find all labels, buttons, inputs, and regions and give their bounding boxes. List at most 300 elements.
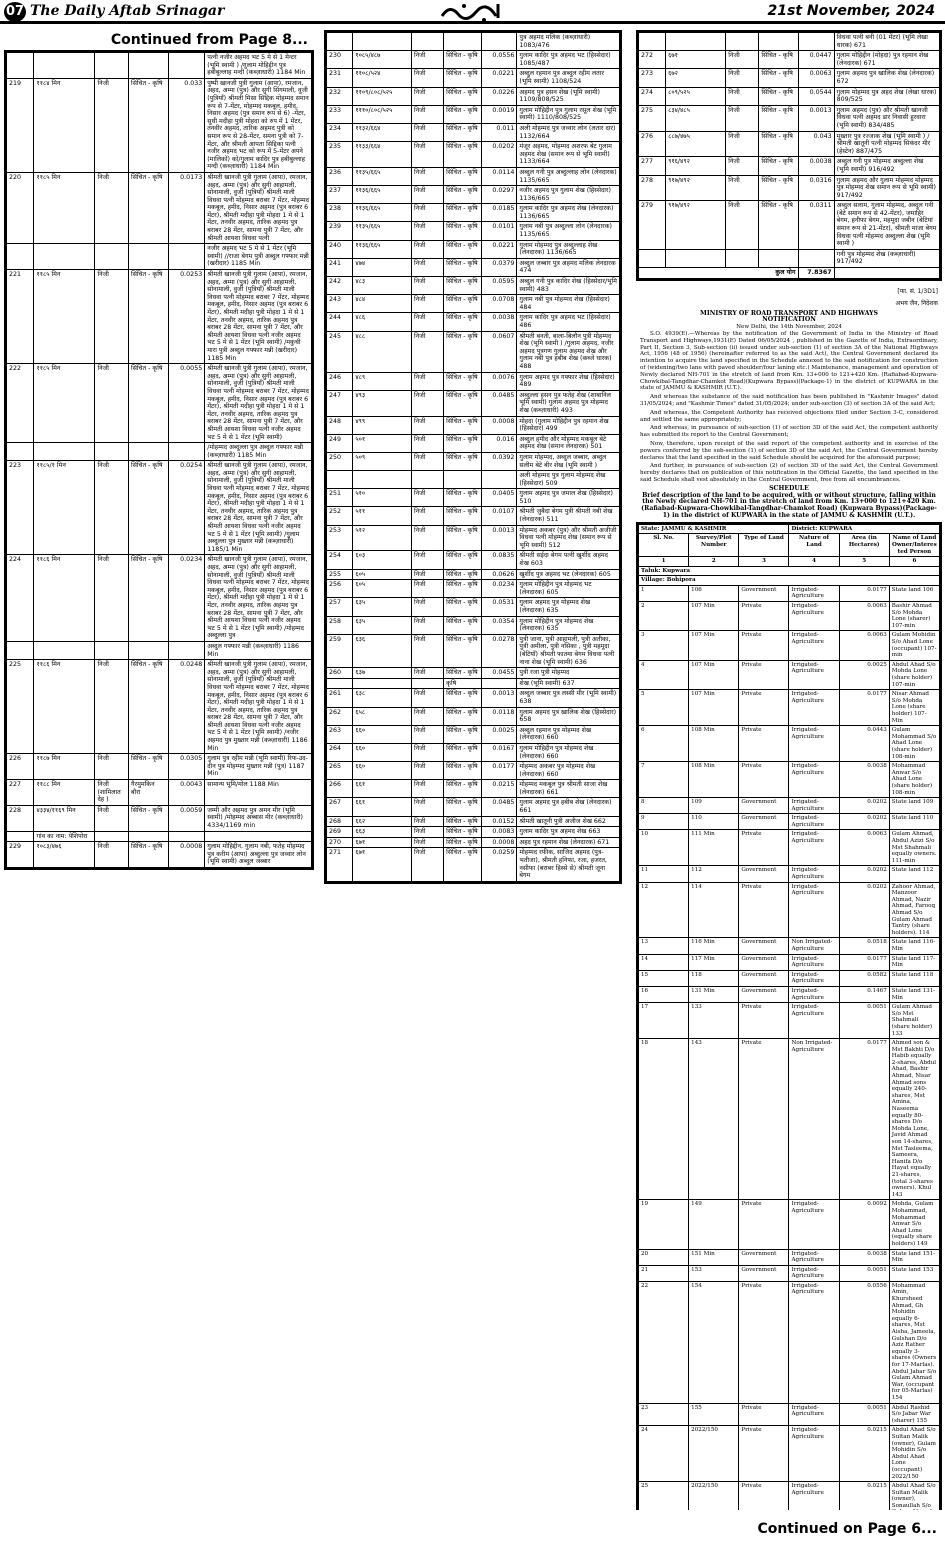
cell-owner: अब्दुल जब्बार पुत्र लस्सी मीर (भूमि स्वामी) 638 (517, 689, 620, 707)
cell-na: Irrigated-Agriculture (789, 970, 839, 986)
cell-no: 253 (327, 525, 353, 551)
cell-khasra: ६६१ (353, 780, 412, 798)
cell-kind: सिंचित - कृषि (444, 452, 482, 470)
table-row (639, 33, 940, 51)
cell-no: 21 (639, 1265, 689, 1281)
cell-khasra: ६०३ (353, 551, 412, 569)
table-row (327, 204, 620, 222)
cell-type: निजी (95, 805, 129, 831)
cell-sv: 154 (689, 1281, 739, 1403)
cell-area: 0.0167 (482, 743, 517, 761)
cell-area: 0.0013 (482, 525, 517, 551)
table-row (7, 555, 312, 642)
cell-owner: नजीर अहमद भट 5 मे से 1 मेंटर (भूमि स्वामी) //राजा बेगम पुत्री अब्दुल गफ्फार मन्नी (खरीदार) 1185 Min (205, 244, 312, 270)
cell-ar: 0.0582 (839, 970, 889, 986)
cell-ty: Private (739, 1200, 789, 1249)
cell-no: 1 (639, 585, 689, 601)
cell-no: 273 (639, 69, 666, 87)
cell-owner: गनी पुत्र मोहम्मद शेख (कब्ज़ाधारी) 917/492 (834, 249, 939, 267)
cell-area: 0.0531 (482, 598, 517, 616)
cell-type: निजी (726, 157, 759, 175)
cell-no: 240 (327, 240, 353, 258)
cell-khasra: ४९९ (353, 416, 412, 434)
cell-owner: श्रीमती खानजी पुत्री गुलाम (आपा), रमजान, अहद, अम्मा (पुत्र) और सुगी आहामली, सोनामाली, वुजी (पुत्रियाँ) श्रीमती माली विधवा पत्नी मोहम्मद बराबर 7 मेंटर, मोहम्मद मकबूल, हमीद, निसार अहमद (पुत्र बराबर 6 मेंटर), श्रीमती मदीहा पुत्री मोहदा 1 मे से 1 मेंटर, तनवीर अहमद, तारिक अहमद पुत्र बराबर 28 मेंटर, सामना पुत्री 7 मेंटर, और श्रीमती आयशा विधवा पत्नी नजीर अहमद भट 5 मे से 1 मेंटर (भूमि स्वामी) (205, 364, 312, 443)
cell-no: 230 (327, 51, 353, 69)
cell-type (95, 831, 129, 842)
cell-ow: Bashir Ahmad S/o Mohda Lone (sharer) 107-min (889, 602, 939, 631)
cell-sv: 108 Min (689, 726, 739, 762)
cell-ty: Private (739, 1403, 789, 1426)
cell-ow: Nisar Ahmad S/o Mohda Lone (share holder) 107-Min (889, 690, 939, 726)
table-row (639, 51, 940, 69)
cell-type: निजी (411, 204, 443, 222)
cell-ty: Private (739, 1039, 789, 1200)
cell-khasra: ६७१ (353, 848, 412, 881)
cell-type: निजी (411, 167, 443, 185)
cell-kind: सिंचित - कृषि (444, 390, 482, 416)
land-table-right (638, 32, 940, 279)
cell-area: 0.0221 (482, 69, 517, 87)
cell-kind: कृषि (444, 678, 482, 689)
cell-area (482, 471, 517, 489)
cell-area: 0.0447 (798, 51, 834, 69)
cell-type: निजी (411, 848, 443, 881)
cell-khasra (353, 471, 412, 489)
cell-owner: श्रीमती खानजी पुत्री गुलाम (आपा), रमजान, अहद, अम्मा (पुत्र) और सुगी आहामली, सोनामाली, वुजी (पुत्रियाँ) श्रीमती माली विधवा पत्नी मोहम्मद बराबर 7 मेंटर, मोहम्मद मकबूल, हमीद, निसार अहमद (पुत्र बराबर 6 मेंटर), श्रीमती मदीहा पुत्री मोहदा 1 मे से 1 मेंटर, तनवीर अहमद, तारिक अहमद पुत्र बराबर 28 मेंटर, सामना पुत्री 7 मेंटर, और श्रीमती आयशा विधवा पत्नी (205, 172, 312, 243)
cell-ow: State land 117-Min (889, 954, 939, 970)
cell-type: निजी (411, 105, 443, 123)
table-row (639, 249, 940, 267)
column-number: 6 (889, 557, 939, 567)
cell-no: 229 (7, 842, 34, 868)
cell-khasra: ८३४/४८५ (666, 105, 726, 131)
cell-no: 232 (327, 87, 353, 105)
notification-date: New Delhi, the 14th November, 2024 (736, 324, 842, 331)
table-row (327, 186, 620, 204)
cell-na: Irrigated-Agriculture (789, 830, 839, 866)
cell-no: 252 (327, 507, 353, 525)
cell-no: 243 (327, 295, 353, 313)
cell-no (327, 678, 353, 689)
cell-khasra: ४८९ (353, 372, 412, 390)
cell-owner: /मोहम्मद अब्दुल्ला पुत्र अब्दुल गफ्फार मन्नी (कब्ज़ाधारी) 1185 Min (205, 443, 312, 461)
cell-owner: गुलाम मोहिद्दीन पुत्र मोहम्मद शेख (लेनदारक) 635 (517, 616, 620, 634)
cell-kind: सिंचित - कृषि (444, 827, 482, 838)
cell-area: 0.016 (482, 434, 517, 452)
cell-khasra: ६०५ (353, 580, 412, 598)
ministry-name: MINISTRY OF ROAD TRANSPORT AND HIGHWAYS (700, 309, 878, 317)
notification-title: NOTIFICATION (762, 316, 816, 324)
cell-area (168, 831, 205, 842)
cell-ty: Private (739, 1426, 789, 1482)
signatory: अभय जैन, निदेशक (895, 299, 938, 307)
cell-kind: सिंचित - कृषि (444, 416, 482, 434)
cell-type: निजी (411, 798, 443, 816)
cell-type: निजी (411, 707, 443, 725)
cell-khasra: ११०९/८०८/५२५ (353, 87, 412, 105)
cell-no: 224 (7, 555, 34, 642)
cell-area: 0.0013 (798, 105, 834, 131)
cell-owner: अब्दुल रहमान पुत्र अब्दुल रहीम लतार (भूमि स्वामी) 1108/524 (517, 69, 620, 87)
cell-no: 219 (7, 78, 34, 172)
cell-area: 0.0234 (482, 580, 517, 598)
cell-kind: सिंचित - कृषि (444, 525, 482, 551)
cell-kind: सिंचित - कृषि (128, 805, 168, 831)
cell-owner: गुलाम अहमद पुत्र खालिक शेख (लेनदारक) 672 (834, 69, 939, 87)
cell-ow: State land 116-Min (889, 938, 939, 954)
cell-khasra: ९१७/४९२ (666, 175, 726, 201)
table-row (639, 866, 940, 882)
cell-area: 0.0607 (482, 331, 517, 372)
cell-owner: गुलाम अहमद पुत्र जमाल शेख (हिस्सेदार) 510 (517, 489, 620, 507)
total-label: कुल योग (639, 268, 799, 279)
cell-area: 0.0107 (482, 507, 517, 525)
cell-type: निजी (95, 78, 129, 172)
table-row (639, 1039, 940, 1200)
cell-na: Non Irrigated-Agriculture (789, 938, 839, 954)
district-label: District: KUPWARA (789, 524, 940, 534)
cell-no: 14 (639, 954, 689, 970)
cell-area: 0.0114 (482, 167, 517, 185)
cell-no: 261 (327, 689, 353, 707)
cell-area (168, 244, 205, 270)
cell-sv: 143 (689, 1039, 739, 1200)
cell-ow: Gulam Mohammad S/o Ahad Lone (share holder) 108-min (889, 726, 939, 762)
cell-khasra: ४९३ (353, 390, 412, 416)
cell-no: 20 (639, 1249, 689, 1265)
cell-na: Irrigated-Agriculture (789, 1482, 839, 1510)
notification-para: And whereas the substance of the said notification has been published in "Kashmir Images" dated 31/05/2024; and "Kashmir Times" dated 31/05/2024; under sub-section (3) of section 3A of the said Act; (640, 394, 938, 407)
cell-no: 257 (327, 598, 353, 616)
column-number: 2 (689, 557, 739, 567)
table-row (7, 660, 312, 754)
cell-na: Irrigated-Agriculture (789, 798, 839, 814)
cell-ar: 0.1467 (839, 986, 889, 1002)
cell-no: 19 (639, 1200, 689, 1249)
cell-area (798, 249, 834, 267)
cell-ow: Mohammad Amin, Khursheed Ahmad, Gh Mohidin equally 6-shares, Mst Aisha, Jameela, Gulshan D/o Aziz Rather equally 3-shares (Owners for 17-Marlas). Abdul Jabar S/o Gulam Ahmad War, (occupant for 05-Marlas) 154 (889, 1281, 939, 1403)
cell-kind: सिंचित - कृषि (128, 461, 168, 555)
schedule-title: SCHEDULE (769, 484, 809, 492)
cell-ow: State land 153 (889, 1265, 939, 1281)
cell-type (726, 249, 759, 267)
cell-type (95, 443, 129, 461)
land-table-block (636, 30, 942, 281)
cell-khasra: ५११ (353, 507, 412, 525)
table-row (639, 762, 940, 798)
cell-khasra: ६६३ (353, 827, 412, 838)
cell-owner: अहमद पुत्र हसन शेख (भूमि स्वामी) 1109/808/525 (517, 87, 620, 105)
cell-owner: पत्नी नजीर अहमद भट 5 मे से 1 मेन्टर (भूमि स्वामी ) /ग़ुलाम मोहिद्दीन पुत्र हबीबुल्लाह मन्दी (कब्ज़ाधारी) 1184 Min (205, 53, 312, 79)
table-row (327, 569, 620, 580)
cell-khasra: ६७२ (666, 69, 726, 87)
cell-owner: अली मोहम्मद पुत्र गुलाम मोहम्मद शेख (हिस्सेदार) 509 (517, 471, 620, 489)
cell-area: 0.0234 (168, 555, 205, 642)
cell-sv: 110 (689, 814, 739, 830)
table-row (639, 87, 940, 105)
table-row (327, 390, 620, 416)
cell-area: 0.0405 (482, 489, 517, 507)
cell-no: 267 (327, 798, 353, 816)
cell-no: 227 (7, 780, 34, 806)
cell-na: Irrigated-Agriculture (789, 986, 839, 1002)
cell-kind: सिंचित - कृषि (444, 816, 482, 827)
cell-owner: मोहम्मद रफीक, साजिद अहमद (पुत्र-भतीजा), श्रीमती हनिफा, रजा, हजरत, नसीफा (बराबर हिस्से से) श्रीमती जूना बेगम (517, 848, 620, 881)
cell-type: निजी (411, 598, 443, 616)
cell-no: 255 (327, 569, 353, 580)
cell-type: निजी (411, 142, 443, 168)
cell-khasra: ६६० (353, 725, 412, 743)
cell-type: निजी (411, 390, 443, 416)
cell-owner: पुत्री रजा पुत्री मोहम्मद (517, 668, 620, 679)
cell-area: 0.0215 (482, 780, 517, 798)
table-row (639, 830, 940, 866)
state-label: State: JAMMU & KASHMIR (639, 524, 789, 534)
cell-type: निजी (411, 551, 443, 569)
cell-owner: विधवा पत्नी बनी (01 मेंटर) (भूमि लेखा धारक) 671 (834, 33, 939, 51)
cell-no: 11 (639, 866, 689, 882)
cell-no (327, 33, 353, 51)
cell-no: 264 (327, 743, 353, 761)
cell-khasra: ११८४ मिन (34, 78, 95, 172)
table-row (639, 814, 940, 830)
cell-owner: मुख्तार पुत्र रज्जाक शेख (भूमि स्वामी ) /श्रीमती खातूनी पत्नी मोहम्मद सिकंदर मीर (हेस्टेन) 887/475 (834, 131, 939, 157)
column-number: 3 (739, 557, 789, 567)
cell-kind: सिंचित - कृषि (444, 507, 482, 525)
cell-no: 245 (327, 331, 353, 372)
cell-owner: श्रीमती बनती, बाला-बिलौन पुत्री मोहम्मद शेख (भूमि स्वामी ) /गुलाम अहमद, नजीर अहमद पुत्रगण गुलाम अहमद शेख और गुलाम नबी पुत्र हबीब शेख (कब्जे धारक) 488 (517, 331, 620, 372)
cell-no: 7 (639, 762, 689, 798)
table-row (7, 270, 312, 364)
cell-area: 0.0059 (168, 805, 205, 831)
cell-no: 228 (7, 805, 34, 831)
column-number: 5 (839, 557, 889, 567)
cell-type: निजी (411, 780, 443, 798)
cell-khasra (34, 244, 95, 270)
cell-khasra: ८०९/५२५ (666, 87, 726, 105)
cell-owner: मोहम्मद मकबूल पुत्र श्रीमती साजा शेख (लेनदारक) 661 (517, 780, 620, 798)
cell-no: 25 (639, 1482, 689, 1510)
cell-ow: State land 109 (889, 798, 939, 814)
cell-kind: सिंचित - कृषि (444, 762, 482, 780)
cell-no: 268 (327, 816, 353, 827)
cell-kind: सिंचित - कृषि (444, 434, 482, 452)
cell-ow: Gulam Ahmad, Abdul Azizi S/o Mst Shahmali equally owners. 111-min (889, 830, 939, 866)
cell-kind: सिंचित - कृषि (759, 201, 798, 250)
cell-type: निजी (411, 837, 443, 848)
cell-owner: मोहम्मद अकबर पुत्र मोहम्मद शेख (लेनदारक) 660 (517, 762, 620, 780)
cell-no: 6 (639, 726, 689, 762)
schedule-table (638, 524, 940, 1510)
cell-kind: सिंचित - कृषि (128, 364, 168, 443)
cell-type: निजी (411, 762, 443, 780)
cell-khasra: ६६० (353, 743, 412, 761)
cell-no: 275 (639, 105, 666, 131)
cell-kind: सिंचित - कृषि (128, 754, 168, 780)
table-row (639, 602, 940, 631)
cell-no: 276 (639, 131, 666, 157)
cell-sv: 149 (689, 1200, 739, 1249)
cell-type: निजी (726, 87, 759, 105)
cell-owner: श्रीमती खानजी पुत्री गुलाम (आपा), रमजान, अहद, अम्मा (पुत्र) और सुगी आहामली, सोनामाली, वुजी (पुत्रियाँ) श्रीमती माली विधवा पत्नी मोहम्मद बराबर 7 मेंटर, मोहम्मद मकबूल, हमीद, निसार अहमद (पुत्र बराबर 6 मेंटर), श्रीमती मदीहा पुत्री मोहदा 1 मे से 1 मेंटर, तनवीर अहमद, तारिक अहमद पुत्र बराबर 28 मेंटर, सामना पुत्री 7 मेंटर, और श्रीमती आयशा विधवा पत्नी नजीर अहमद भट 5 मे से 1 मेंटर (भूमि स्वामी) /मकुची मारा पुत्री अब्दुल गफ्फार मन्नी (खरीदार) 1185 Min (205, 270, 312, 364)
cell-no: 249 (327, 434, 353, 452)
cell-ow: State land 151-Min (889, 1249, 939, 1265)
cell-kind: सिंचित - कृषि (444, 123, 482, 141)
cell-area: 0.0008 (168, 842, 205, 868)
cell-khasra: ६०५ (353, 569, 412, 580)
cell-khasra: ४८६ (353, 313, 412, 331)
cell-ty: Private (739, 830, 789, 866)
cell-type: निजी (726, 105, 759, 131)
cell-khasra: १११०/८०८/५२५ (353, 105, 412, 123)
cell-no: 10 (639, 830, 689, 866)
cell-khasra: ११३६/६६५ (353, 204, 412, 222)
cell-ty: Private (739, 1003, 789, 1039)
cell-khasra: ६७१ (353, 837, 412, 848)
cell-ow: Abdul Ahad S/o Sultan Malik (owner), Gulam Mohidin S/o Abdul Ahad Lone (occupant) 2022/150 (889, 1426, 939, 1482)
cell-owner: अब्दुल रहमान पुत्र मोहम्मद शेख (लेनदारक) 660 (517, 725, 620, 743)
cell-no: 233 (327, 105, 353, 123)
table-row (7, 53, 312, 79)
cell-khasra: ४८८ (353, 331, 412, 372)
cell-owner: गुलाम मोहिद्दीन (मोहदा) पुत्र रहमान शेख (लेनदारक) 671 (834, 51, 939, 69)
cell-na: Irrigated-Agriculture (789, 954, 839, 970)
cell-kind: सिंचित - कृषि (444, 372, 482, 390)
cell-kind: सिंचित - कृषि (128, 270, 168, 364)
notification (636, 309, 942, 522)
cell-kind: सिंचित - कृषि (444, 489, 482, 507)
cell-type: निजी (411, 372, 443, 390)
table-row (327, 580, 620, 598)
table-row (7, 805, 312, 831)
continued-on-label: Continued on Page 6... (757, 1521, 937, 1537)
cell-type: निजी (411, 580, 443, 598)
cell-sv: 109 (689, 798, 739, 814)
cell-no: 3 (639, 631, 689, 660)
column-header: Area (in Hectares) (839, 534, 889, 557)
cell-type: निजी (411, 507, 443, 525)
cell-area: 0.0038 (798, 157, 834, 175)
cell-owner (205, 831, 312, 842)
table-row (639, 157, 940, 175)
table-row (327, 51, 620, 69)
table-row (639, 1003, 940, 1039)
table-row (7, 842, 312, 868)
cell-no: 250 (327, 452, 353, 470)
table-row (327, 240, 620, 258)
cell-no: 260 (327, 668, 353, 679)
cell-ty: Private (739, 690, 789, 726)
cell-kind: सिंचित - कृषि (444, 668, 482, 679)
cell-ty: Government (739, 970, 789, 986)
cell-no: 244 (327, 313, 353, 331)
cell-type: निजी (411, 277, 443, 295)
cell-area (168, 53, 205, 79)
table-row (327, 743, 620, 761)
cell-kind: सिंचित - कृषि (444, 780, 482, 798)
land-table-block (4, 50, 314, 870)
schedule-brief: Brief description of the land to be acquired, with or without structure, falling within the Newly declared NH-701 in the stretch of land from Km. 13+000 to 121+420 Km.(Rafiabad-Kupwara-Chowkibal-Tangdhar-Chamkot Road) (Kupwara Bypass)(Package-1) in the district of KUPWARA in the state of JAMMU & KASHMIR (U.T.). (641, 491, 937, 519)
cell-no: 16 (639, 986, 689, 1002)
table-row (327, 69, 620, 87)
cell-ty: Private (739, 660, 789, 689)
cell-khasra: ११८६ मिन (34, 660, 95, 754)
cell-owner: श्रीमती खानजी पुत्री गुलाम (आपा), रमजान, अहद, अम्मा (पुत्र) और सुगी आहामली, सोनामाली, वुजी (पुत्रियाँ) श्रीमती माली विधवा पत्नी मोहम्मद बराबर 7 मेंटर, मोहम्मद मकबूल, हमीद, निसार अहमद (पुत्र बराबर 6 मेंटर), श्रीमती मदीहा पुत्री मोहदा 1 मे से 1 मेंटर, तनवीर अहमद, तारिक अहमद पुत्र बराबर 28 मेंटर, सामना पुत्री 7 मेंटर, और श्रीमती आयशा विधवा पत्नी नजीर अहमद भट 5 मे से 1 मेंटर (भूमि स्वामी) /गुलाम अब्दुल्ला पुत्र मुख्तार मन्नी (कब्ज़ाधारी) 1185/1 Min (205, 461, 312, 555)
cell-no: 4 (639, 660, 689, 689)
cell-na: Irrigated-Agriculture (789, 1003, 839, 1039)
cell-area: 0.0152 (482, 816, 517, 827)
table-row (327, 471, 620, 489)
cell-owner: गुलाम कादिर पुत्र अहमद शेख (लेनदारक) 1136/665 (517, 204, 620, 222)
cell-type: निजी (411, 743, 443, 761)
cell-khasra: ११८७ मिन (34, 754, 95, 780)
cell-no: 12 (639, 882, 689, 938)
cell-kind: सिंचित - कृषि (444, 167, 482, 185)
cell-area: 0.0038 (482, 313, 517, 331)
cell-area (168, 641, 205, 659)
cell-khasra: ६६० (353, 762, 412, 780)
cell-ty: Private (739, 631, 789, 660)
cell-ow: State land 112 (889, 866, 939, 882)
cell-area (798, 33, 834, 51)
table-row (327, 551, 620, 569)
cell-khasra: ११०८/५२४ (353, 69, 412, 87)
cell-no: 270 (327, 837, 353, 848)
cell-type (95, 641, 129, 659)
cell-owner: गुलाम मोहम्मद पुत्र अहद शेख (लेखा धारक) 809/525 (834, 87, 939, 105)
cell-kind: सिंचित - कृषि (444, 725, 482, 743)
cell-area: 0.0013 (482, 689, 517, 707)
table-row (327, 827, 620, 838)
cell-kind: सिंचित - कृषि (759, 157, 798, 175)
cell-ar: 0.0215 (839, 1482, 889, 1510)
cell-owner: गुलाम अहमद और गुलाम मोहम्मद मोहम्मद पुत्र मोहम्मद शेख समान रूप से भूमि स्वामी) 917/492 (834, 175, 939, 201)
table-row (327, 837, 620, 848)
table-row (327, 780, 620, 798)
table-row (327, 489, 620, 507)
cell-no: 221 (7, 270, 34, 364)
cell-area: 0.0556 (482, 51, 517, 69)
cell-area: 0.0118 (482, 707, 517, 725)
cell-ar: 0.0177 (839, 954, 889, 970)
cell-kind (128, 831, 168, 842)
cell-ty: Private (739, 1281, 789, 1403)
cell-type: निजी (411, 434, 443, 452)
cell-no: 266 (327, 780, 353, 798)
cell-ar: 0.0215 (839, 1426, 889, 1482)
cell-no: 263 (327, 725, 353, 743)
table-row (639, 954, 940, 970)
cell-kind: सिंचित - कृषि (128, 78, 168, 172)
table-row (7, 754, 312, 780)
cell-ow: Ahmed son & Mst Bakhti D/o Habib equally 2-shares, Abdul Ahad, Bashir Ahmad, Nisar Ahmad sons equally 240-shares, Mst Amina, Naseema equally 80-shares D/o Mohda Lone, Javid Ahmad son 14-shares, Mst Tasleema, Sameera, Hanifa D/o Hayat equally 21-shares, (total 3-shares owners). Khul 143 (889, 1039, 939, 1200)
cell-area: 0.0626 (482, 569, 517, 580)
cell-area: 0.0226 (482, 87, 517, 105)
cell-type (411, 33, 443, 51)
table-row (327, 762, 620, 780)
cell-ar: 0.0038 (839, 762, 889, 798)
table-row (327, 277, 620, 295)
cell-na: Irrigated-Agriculture (789, 726, 839, 762)
cell-owner: अब्दुल सलाम, गुलाम मोहम्मद, अब्दुल गनी (बेटे समान रूप से 42-मेंटर), जमाहिर बेगम, हनीफा बेगम, महमूदा जबीन (बेटियां समान रूप से 21-मेंटर), श्रीमती माजा बेगम विधवा पत्नी मोहम्मद अब्दुल्ला शेख (भूमि स्वामी ) (834, 201, 939, 250)
cell-sv: 108 Min (689, 762, 739, 798)
cell-na: Irrigated-Agriculture (789, 660, 839, 689)
cell-owner: अली मोहम्मद पुत्र जव्वार लोन (लतार दार) 1132/664 (517, 123, 620, 141)
cell-no (7, 443, 34, 461)
table-row (327, 848, 620, 881)
cell-owner: गुलाम अहमद पुत्र मोहम्मद शेख (लेनदारक) 635 (517, 598, 620, 616)
cell-type: निजी (411, 689, 443, 707)
